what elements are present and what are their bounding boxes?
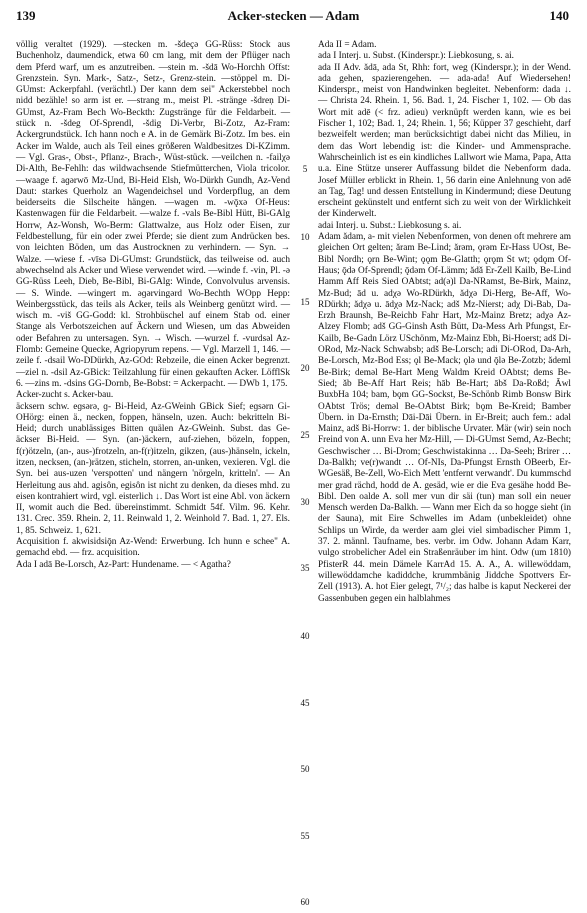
line-number: 45 <box>300 698 310 708</box>
line-number: 35 <box>300 563 310 573</box>
line-number: 20 <box>300 363 310 373</box>
entry-ada-i: Ada I adā Be-Lorsch, Az-Part: Hundename. — < Agatha? <box>16 559 231 570</box>
entry-acker-zucht: Acker-zucht s. Acker-bau. <box>16 390 114 401</box>
line-number: 50 <box>300 764 310 774</box>
running-title: Acker-stecken — Adam <box>227 8 360 23</box>
entry-ada-ii: Ada II = Adam. <box>318 40 377 50</box>
page-number-right: 140 <box>549 8 569 23</box>
entry-adam: Adam ădam, a- mit vielen Nebenformen, von denen oft mehrere am gleichen Ort gelten; ăram Be-Lind; ărəm, ǫrəm Er-Hass UOst, Be-Bibl Nordh; ǫrn Be-Wint; ǫǫm Be-Glatth; ǫrǫm St wt; ǫdǫm Of-Haus; ǭdə Of-Sprendl; ǭdəm Of-Lämm; ădǎ Er-Zell Kailb, Be-Lind Hamm Aff Reis Sied OAbtst; ad(ə)l Da-NRamst, Be-Birk, Mainz, Mz-Bud; ād u. adχə Wo-RDürkh, ădχə Di-Herg, Be-Aff, Wo-RDürkh; ădχə u. ādχə Mz-Nack; adš Mz-Nierst; adχ Di-Bab, Da-Erzh Braunsh, Be-Reichb Fahr Hart, Mz-Mainz Bretz; adχə Az-Alzey Flomb; adš GG-Ginsh Asth Bütt, Da-Mess Arh Pfungst, Er-Kailb, Be-Gadn Lörz USchönm, Mz-Mainz Ebh, Bi-Hoerst; adš Di-ORod, Mz-Nack Schwabsb; adš Be-Lorsch; adi Di-ORod, Da-Arh, Be-Lorsch, Mz-Bod Ess; ǫl Be-Mack; ǫlə und ǭlə Be-Zotzb; ădeml Be-Birk; deməl Be-Hart Meng Waldm Kreid OAbtst; dems Be-Sied; ǎb Be-Aff Hart Reis; hāb Be-Hart; ābš Da-Roßd; Āwl BuxbHa 104; bam, bǫm GG-Sockst, Be-Schönb Rimb Bonsw Birk OAbtst Trös; deməl Be-OAbtst Birk; bǫm Be-Kreid; Bamber Übern. in Da-Ernsth; Dāi-Dāi Übern. in Er-Breit; auch fem.: adəl Mainz, adš Bi-Horrw: 1. der biblische Urvater. Mär (wir) sein noch Freind von A. unn Eva her Mz-Hill, — Di-GUmst Semd, Az-Becht; Geschwischer … Bi-Drom; Geschwistakinna … Da-Seeh; Brirer … Da-Balkh; ve(r)wandt … Of-NIs, Da-Pfungst Ernsth OBeerb, Er-WGesäß, Be-Zell, Wo-Eich Mett 'entfernt verwandt'. Du kummschd mer grad rächd, hodd de A. gesäd, wie er die Eva gesähe hodd Be-Bibl. Den oalde A. soll mer vun dir säi (tun) man soll ein neuer Mensch werden Da-Balkh. — Wann mer Eich da so hogge sieht (in der Sauna), mit Eire Schwelles im Adam (unbekleidet) ohne Schlips un Wirde, da werder aam glei viel simbadischer Pimm 1, 37. 2. männl. Taufname, bes. verbr. im Odw. Johann Adam Karr, vulgo strobelicher Adel ein Straßenräuber im hint. Odw (um 1810) PfisterR 44. mein Dämele KarrAd 15. A. A., A. willewöddam, willewöddamche kadiddche, krummbänig Jiddche Spottvers Er-Zell (1913). A. hot Eier gelegt, 7¹/₂; das halbe is kaput Neckerei der Gassenbuben gegen ein halblahmes <box>318 232 571 604</box>
line-number: 15 <box>300 297 310 307</box>
line-number: 25 <box>300 430 310 440</box>
entry-adai: adai Interj. u. Subst.: Liebkosung s. ai. <box>318 220 462 231</box>
entry-aecksern: äcksern schw. eɡsərə, ɡ- Bi-Heid, Az-GWeinh GBick Sief; eɡsərn Gi-OHörg: einen ä., necken, foppen, hänseln, uzen. Auch: bekritteln Bi-Heid; durch unablässiges Bitten quälen Az-GWeinh. Subst. das Ge-äckser Bi-Heid. — Syn. (an-)äckern, auf-ziehen, bözeln, foppen, f(r)ötzeln, (an-, aus-)frotzeln, an-f(r)itzeln, gikzen, (aus-)hänseln, ickeln, itzen, necksen, (an-)rätzen, sticheln, storren, an-unken, vexieren. Vgl. die Syn. bei aus-uzen 'verspotten' und nängern 'nörgeln, kritteln'. — An Herleitung aus ahd. agisôn, egisôn ist nicht zu denken, da dieses mhd. zu eisen kontrahiert wird, vgl. eisterlich ↓. Das Wort ist eine Abl. von äckern II, womit auch die Bed. übereinstimmt. Schmidt 54f. Vilm. 96. Kehr. 131. Crec. 359. Rhein. 2, 11. Reinwald 1, 2. Weinhold 7. Bad. 1, 27. Els. 1, 85. Schweiz. 1, 621. <box>16 401 290 536</box>
entry-ada-adv-ii: ada II Adv. ădā, ada St, Rhh: fort, weg (Kinderspr.); in der Wend. ada gehen, spazierengehen. — ada-ada! Auf Wiedersehen! Kinderspr., meist von Handwinken begleitet. Nebenform: dada ↓. — Christa 24. Rhein. 1, 56. Bad. 1, 24. Fischer 1, 102. — Ob das Wort mit adē (< frz. adieu) verknüpft werden kann, wie es bei Fischer 1, 102; Bad. 1, 24; Rhein. 1, 56; Küpper 37 geschieht, darf bezweifelt werden; man berücksichtigt dabei nicht das Milieu, in dem das Wort lebendig ist: die Kinder- und Ammensprache. Wahrscheinlich ist es ein kindliches Lallwort wie Mama, Papa, Atta u.a. Eine Stütze unserer Auffassung bildet die Nebenform dada. Josef Müller erblickt in Rhein. 1, 56 darin eine Anlehnung von adē an Tag, Tag! und dessen Entstellung in Kindermund; diese Deutung erscheint gekünstelt und entfernt sich zu weit von der Wirklichkeit der Kinderwelt. <box>318 62 571 220</box>
entry-ada-interj-i: ada I Interj. u. Subst. (Kinderspr.): Liebkosung, s. ai. <box>318 51 514 62</box>
page-header <box>0 8 587 30</box>
line-number: 10 <box>300 232 310 242</box>
line-number: 55 <box>300 831 310 841</box>
right-column <box>318 40 571 605</box>
line-number: 30 <box>300 497 310 507</box>
page-number-left: 139 <box>16 8 36 23</box>
entry-acquisition: Acquisition f. akwisidsiǭn Az-Wend: Erwerbung. Ich hunn e schee" A. gemachd ebd. — frz. acquisition. <box>16 537 290 559</box>
line-number: 60 <box>300 897 310 907</box>
line-number: 40 <box>300 631 310 641</box>
entry-acker-stecken: völlig veraltet (1929). —stecken m. -šdeçə GG-Rüss: Stock aus Buchenholz, daumendick, etwa 60 cm lang, mit dem der Pflüger nach dem Pferd warf, um es anzutreiben. —stein m. -šdā Wo-Horchh Offst: Grenzstein. Syn. Mark-, Satz-, Setz-, Grenz-stein. —stöppel m. Di-GUmst: Ackerpfahl. (verächtl.) Der kann dem sei" Ackerstebbel noch nidd bezähle! so arm ist er. —strang m., meist Pl. -stränge -šdreṇ Di-GUmst, Az-Fram Bech Wo-Beckth: Zugstränge für die Feldarbeit. —stück n. -šdeg Of-Sprendl, -šdig Di-Verbr, Bi-Zotz, Az-Fram: Ackergrundstück. Ich hann noch e A. in de Gemärk Bi-Zotz. Im bes. ein Acker im Walde, auch als Teil eines größeren Waldbesitzes Di-KZimm. — Vgl. Gras-, Obst-, Pflanz-, Brach-, Wüst-stück. —veilchen n. -failχə Di-Alth, Be-Fehlh: das wildwachsende Stiefmütterchen, Viola tricolor. —waage f. aɡərwō Mz-Und, Bi-Heid Elsh, Wo-Dürkh Gundh, Az-Vend Daut: starkes Querholz an Wagendeichsel und Vorderpflug, an dem beiderseits die Silscheite hängen. —wagen m. -wǭxə Of-Heus: Kastenwagen für die Feldarbeit. —walze f. -vals Be-Bibl Hütt, Bi-GAlg Horrw, Az-Wonsh, Wo-Berm: Glattwalze, aus Holz oder Eisen, zur Feldbestellung, für ein oder zwei Pferde; sie dient zum Andrücken bes. von leichten Böden, um das Austrocknen zu verhindern. — Syn. → Walze. —wiese f. -vīsə Di-GUmst: Grundstück, das teilweise od. auch abwechselnd als Acker und Wiese verwendet wird. —winde f. -vin, Pl. -ə GG-Rüss Leeh, Dieb, Be-Bibl, Bi-GAlg: Winde, Convolvulus arvensis. — S. Winde. —wingert m. əɡərvingərd Wo-Bechth WOpp Hepp: Weinbergsstück, das teils als Acker, teils als Weinberg genützt wird. —wisch m. -viš GG-Godd: kl. Strohbüschel auf einem Stab od. einer Stange als Verbotszeichen auf Äckern und Wiesen, um das Abweiden oder Befahren zu untersagen. Syn. → Wisch. —wurzel f. -vurdsəl Az-Flomb: Gemeine Quecke, Agriopyrum repens. — Vgl. Marzell 1, 146. —zeile f. -dsail Wo-DDürkh, Az-GOd: Rebzeile, die einen Acker begrenzt. —ziel n. -dsil Az-GBick: Teilzahlung für einen gekauften Acker. LöfflSk 6. —zins m. -dsins GG-Dornb, Be-Bobst: = Ackerpacht. — DWb 1, 175. <box>16 40 290 389</box>
left-column <box>16 40 290 571</box>
line-number: 5 <box>302 164 308 174</box>
